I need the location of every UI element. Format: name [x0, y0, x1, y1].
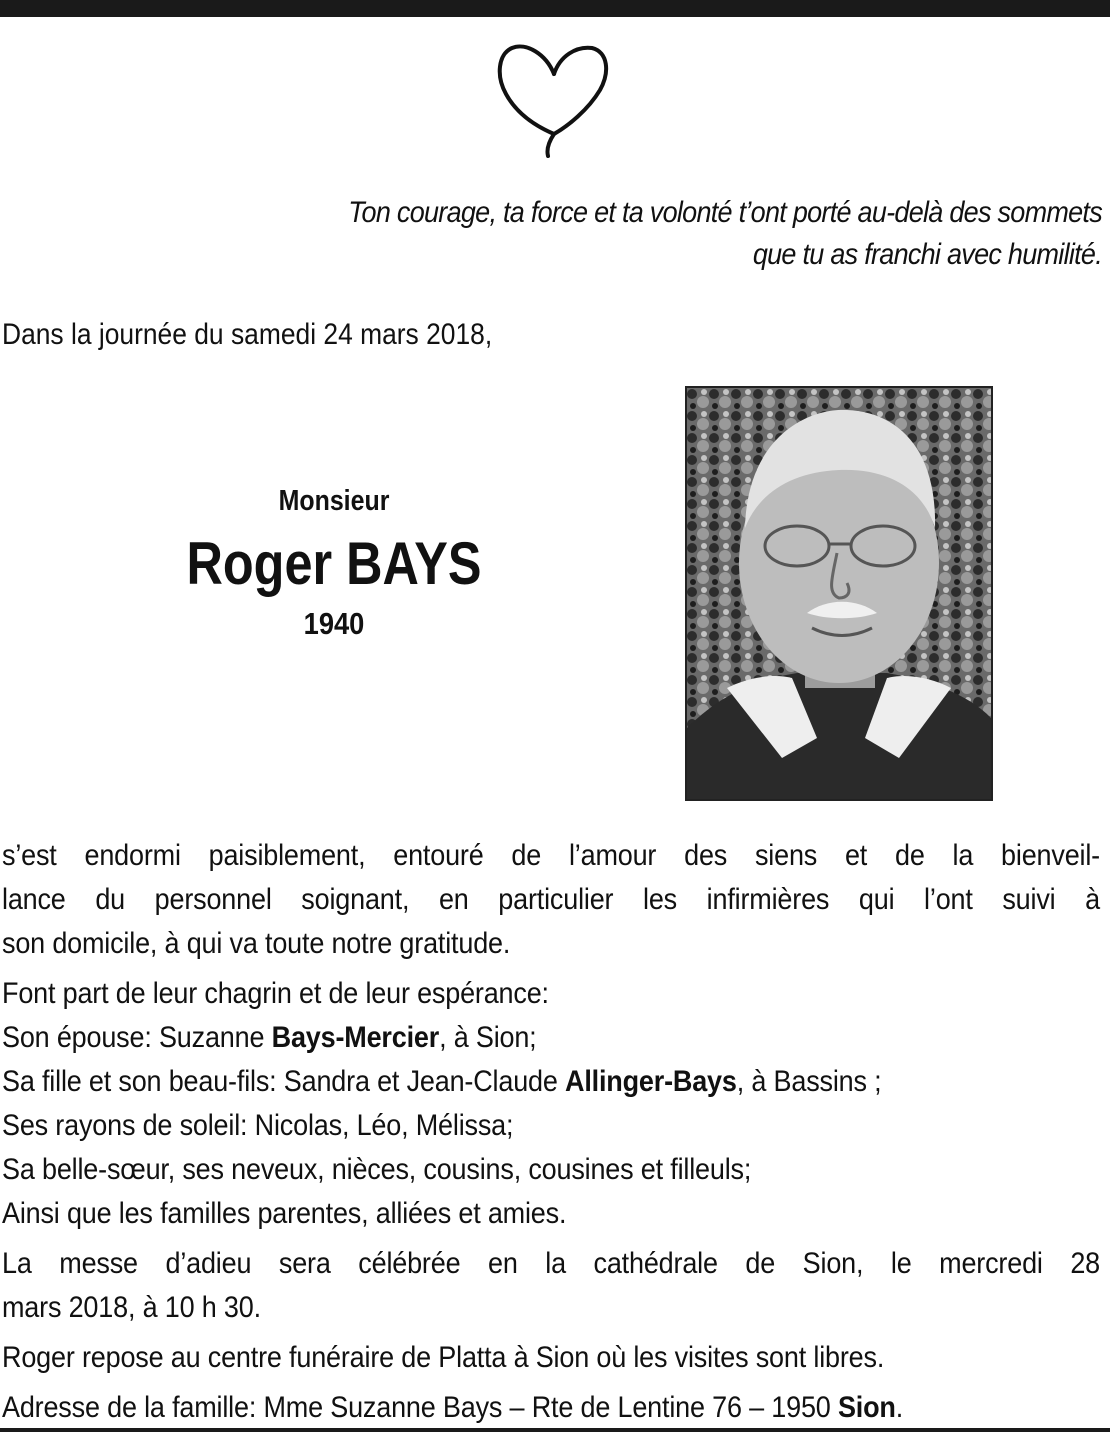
salutation: Monsieur	[278, 485, 390, 517]
portrait-image	[687, 388, 991, 799]
family-wife: Son épouse: Suzanne Bays-Mercier, à Sion;	[2, 1021, 537, 1054]
quote-line-2: que tu as franchi avec humilité.	[752, 238, 1102, 271]
deceased-name-block	[134, 476, 534, 646]
quote-line-1: Ton courage, ta force et ta volonté t’ont porté au-delà des sommets	[348, 196, 1103, 229]
family-grandchildren: Ses rayons de soleil: Nicolas, Léo, Mélissa;	[2, 1109, 514, 1142]
family-extended: Sa belle-sœur, ses neveux, nièces, cousins, cousines et filleuls;	[2, 1153, 752, 1186]
mass-line-2: mars 2018, à 10 h 30.	[2, 1291, 261, 1324]
obituary-body	[2, 834, 1100, 1430]
deceased-name: Roger BAYS	[186, 530, 482, 597]
heart-icon	[496, 36, 614, 158]
top-rule	[0, 0, 1110, 17]
body-line: s’est endormi paisiblement, entouré de l’amour des siens et de la bienveil-	[2, 839, 1100, 872]
mass-line-1: La messe d’adieu sera célébrée en la cathédrale de Sion, le mercredi 28	[2, 1247, 1100, 1280]
portrait-photo	[685, 386, 993, 801]
daughter-name: Allinger-Bays	[565, 1065, 737, 1098]
intro-date: Dans la journée du samedi 24 mars 2018,	[2, 318, 493, 351]
address-city: Sion	[837, 1391, 896, 1424]
family-others: Ainsi que les familles parentes, alliées et amies.	[2, 1197, 567, 1230]
body-line: son domicile, à qui va toute notre gratitude.	[2, 927, 511, 960]
family-address: Adresse de la famille: Mme Suzanne Bays – Rte de Lentine 76 – 1950 Sion.	[2, 1391, 904, 1424]
family-intro: Font part de leur chagrin et de leur espérance:	[2, 977, 549, 1010]
birth-year: 1940	[303, 606, 365, 641]
rest-info: Roger repose au centre funéraire de Platta à Sion où les visites sont libres.	[2, 1341, 885, 1374]
body-line: lance du personnel soignant, en particulier les infirmières qui l’ont suivi à	[2, 883, 1100, 916]
bottom-rule	[0, 1428, 1110, 1432]
wife-name: Bays-Mercier	[271, 1021, 440, 1054]
epitaph-quote	[110, 192, 1102, 276]
family-daughter: Sa fille et son beau-fils: Sandra et Jean-Claude Allinger-Bays, à Bassins ;	[2, 1065, 882, 1098]
